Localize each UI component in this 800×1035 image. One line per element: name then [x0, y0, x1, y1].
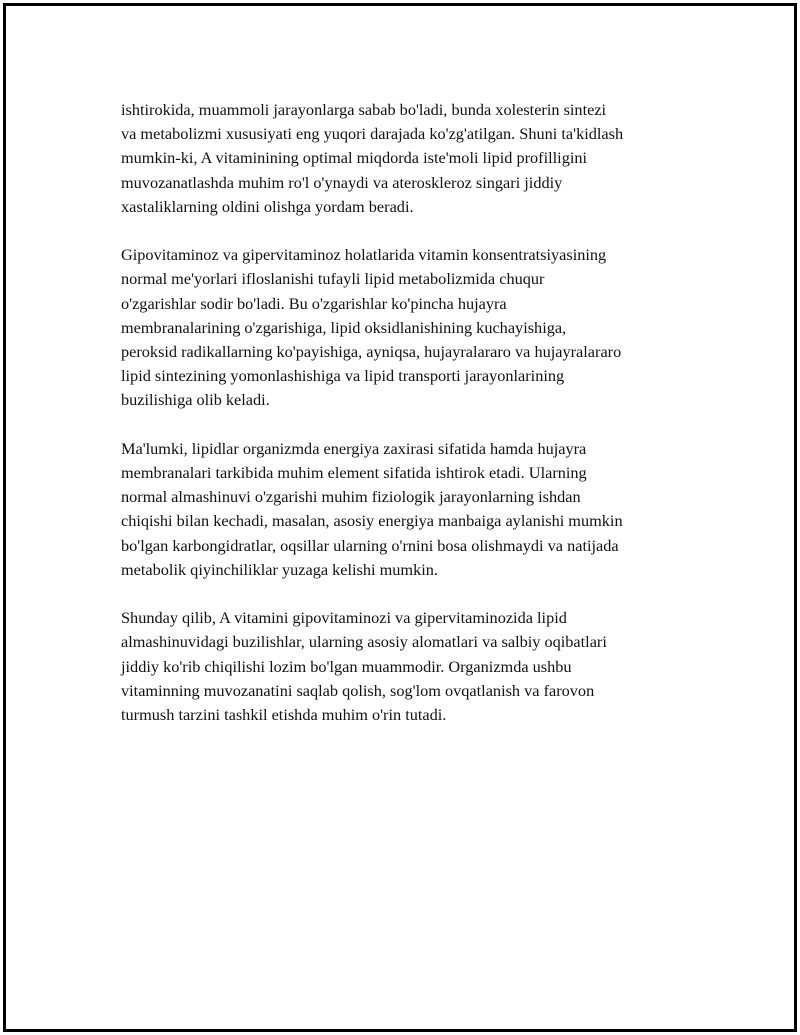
- text-line: almashinuvidagi buzilishlar, ularning asosiy alomatlari va salbiy oqibatlari: [121, 632, 607, 652]
- text-line: normal me'yorlari ifloslanishi tufayli lipid metabolizmida chuqur: [121, 269, 545, 289]
- text-line: metabolik qiyinchiliklar yuzaga kelishi mumkin.: [121, 559, 438, 579]
- text-line: vitaminning muvozanatini saqlab qolish, sog'lom ovqatlanish va farovon: [121, 680, 595, 700]
- text-line: va metabolizmi xususiyati eng yuqori darajada ko'zg'atilgan. Shuni ta'kidlash: [121, 124, 624, 144]
- text-line: xastaliklarning oldini olishga yordam beradi.: [121, 196, 414, 216]
- text-line: turmush tarzini tashkil etishda muhim o'rin tutadi.: [121, 705, 447, 725]
- text-line: buzilishiga olib keladi.: [121, 390, 270, 410]
- document-body: [121, 98, 711, 751]
- text-line: Gipovitaminoz va gipervitaminoz holatlarida vitamin konsentratsiyasining: [121, 245, 607, 265]
- text-line: Ma'lumki, lipidlar organizmda energiya zaxirasi sifatida hamda hujayra: [121, 438, 587, 458]
- text-line: Shunday qilib, A vitamini gipovitaminozi va gipervitaminozida lipid: [121, 608, 567, 628]
- text-line: bo'lgan karbongidratlar, oqsillar ularning o'rnini bosa olishmaydi va natijada: [121, 535, 619, 555]
- paragraph-1: [121, 98, 711, 219]
- text-line: ishtirokida, muammoli jarayonlarga sabab bo'ladi, bunda xolesterin sintezi: [121, 100, 607, 119]
- text-line: membranalarining o'zgarishiga, lipid oksidlanishining kuchayishiga,: [121, 317, 567, 337]
- text-line: peroksid radikallarning ko'payishiga, ayniqsa, hujayralararo va hujayralararo: [121, 342, 622, 362]
- text-line: muvozanatlashda muhim ro'l o'ynaydi va ateroskleroz singari jiddiy: [121, 172, 563, 192]
- text-line: membranalari tarkibida muhim element sifatida ishtirok etadi. Ularning: [121, 463, 587, 483]
- text-line: normal almashinuvi o'zgarishi muhim fiziologik jarayonlarning ishdan: [121, 487, 581, 507]
- text-line: mumkin-ki, A vitaminining optimal miqdorda iste'moli lipid profilligini: [121, 148, 588, 168]
- text-line: o'zgarishlar sodir bo'ladi. Bu o'zgarishlar ko'pincha hujayra: [121, 293, 507, 313]
- paragraph-2: [121, 243, 711, 412]
- text-line: lipid sintezining yomonlashishiga va lipid transporti jarayonlarining: [121, 366, 565, 386]
- page-frame: [3, 3, 797, 1032]
- text-line: jiddiy ko'rib chiqilishi lozim bo'lgan muammodir. Organizmda ushbu: [121, 656, 572, 676]
- text-line: chiqishi bilan kechadi, masalan, asosiy energiya manbaiga aylanishi mumkin: [121, 511, 623, 531]
- paragraph-4: [121, 606, 711, 727]
- paragraph-3: [121, 437, 711, 582]
